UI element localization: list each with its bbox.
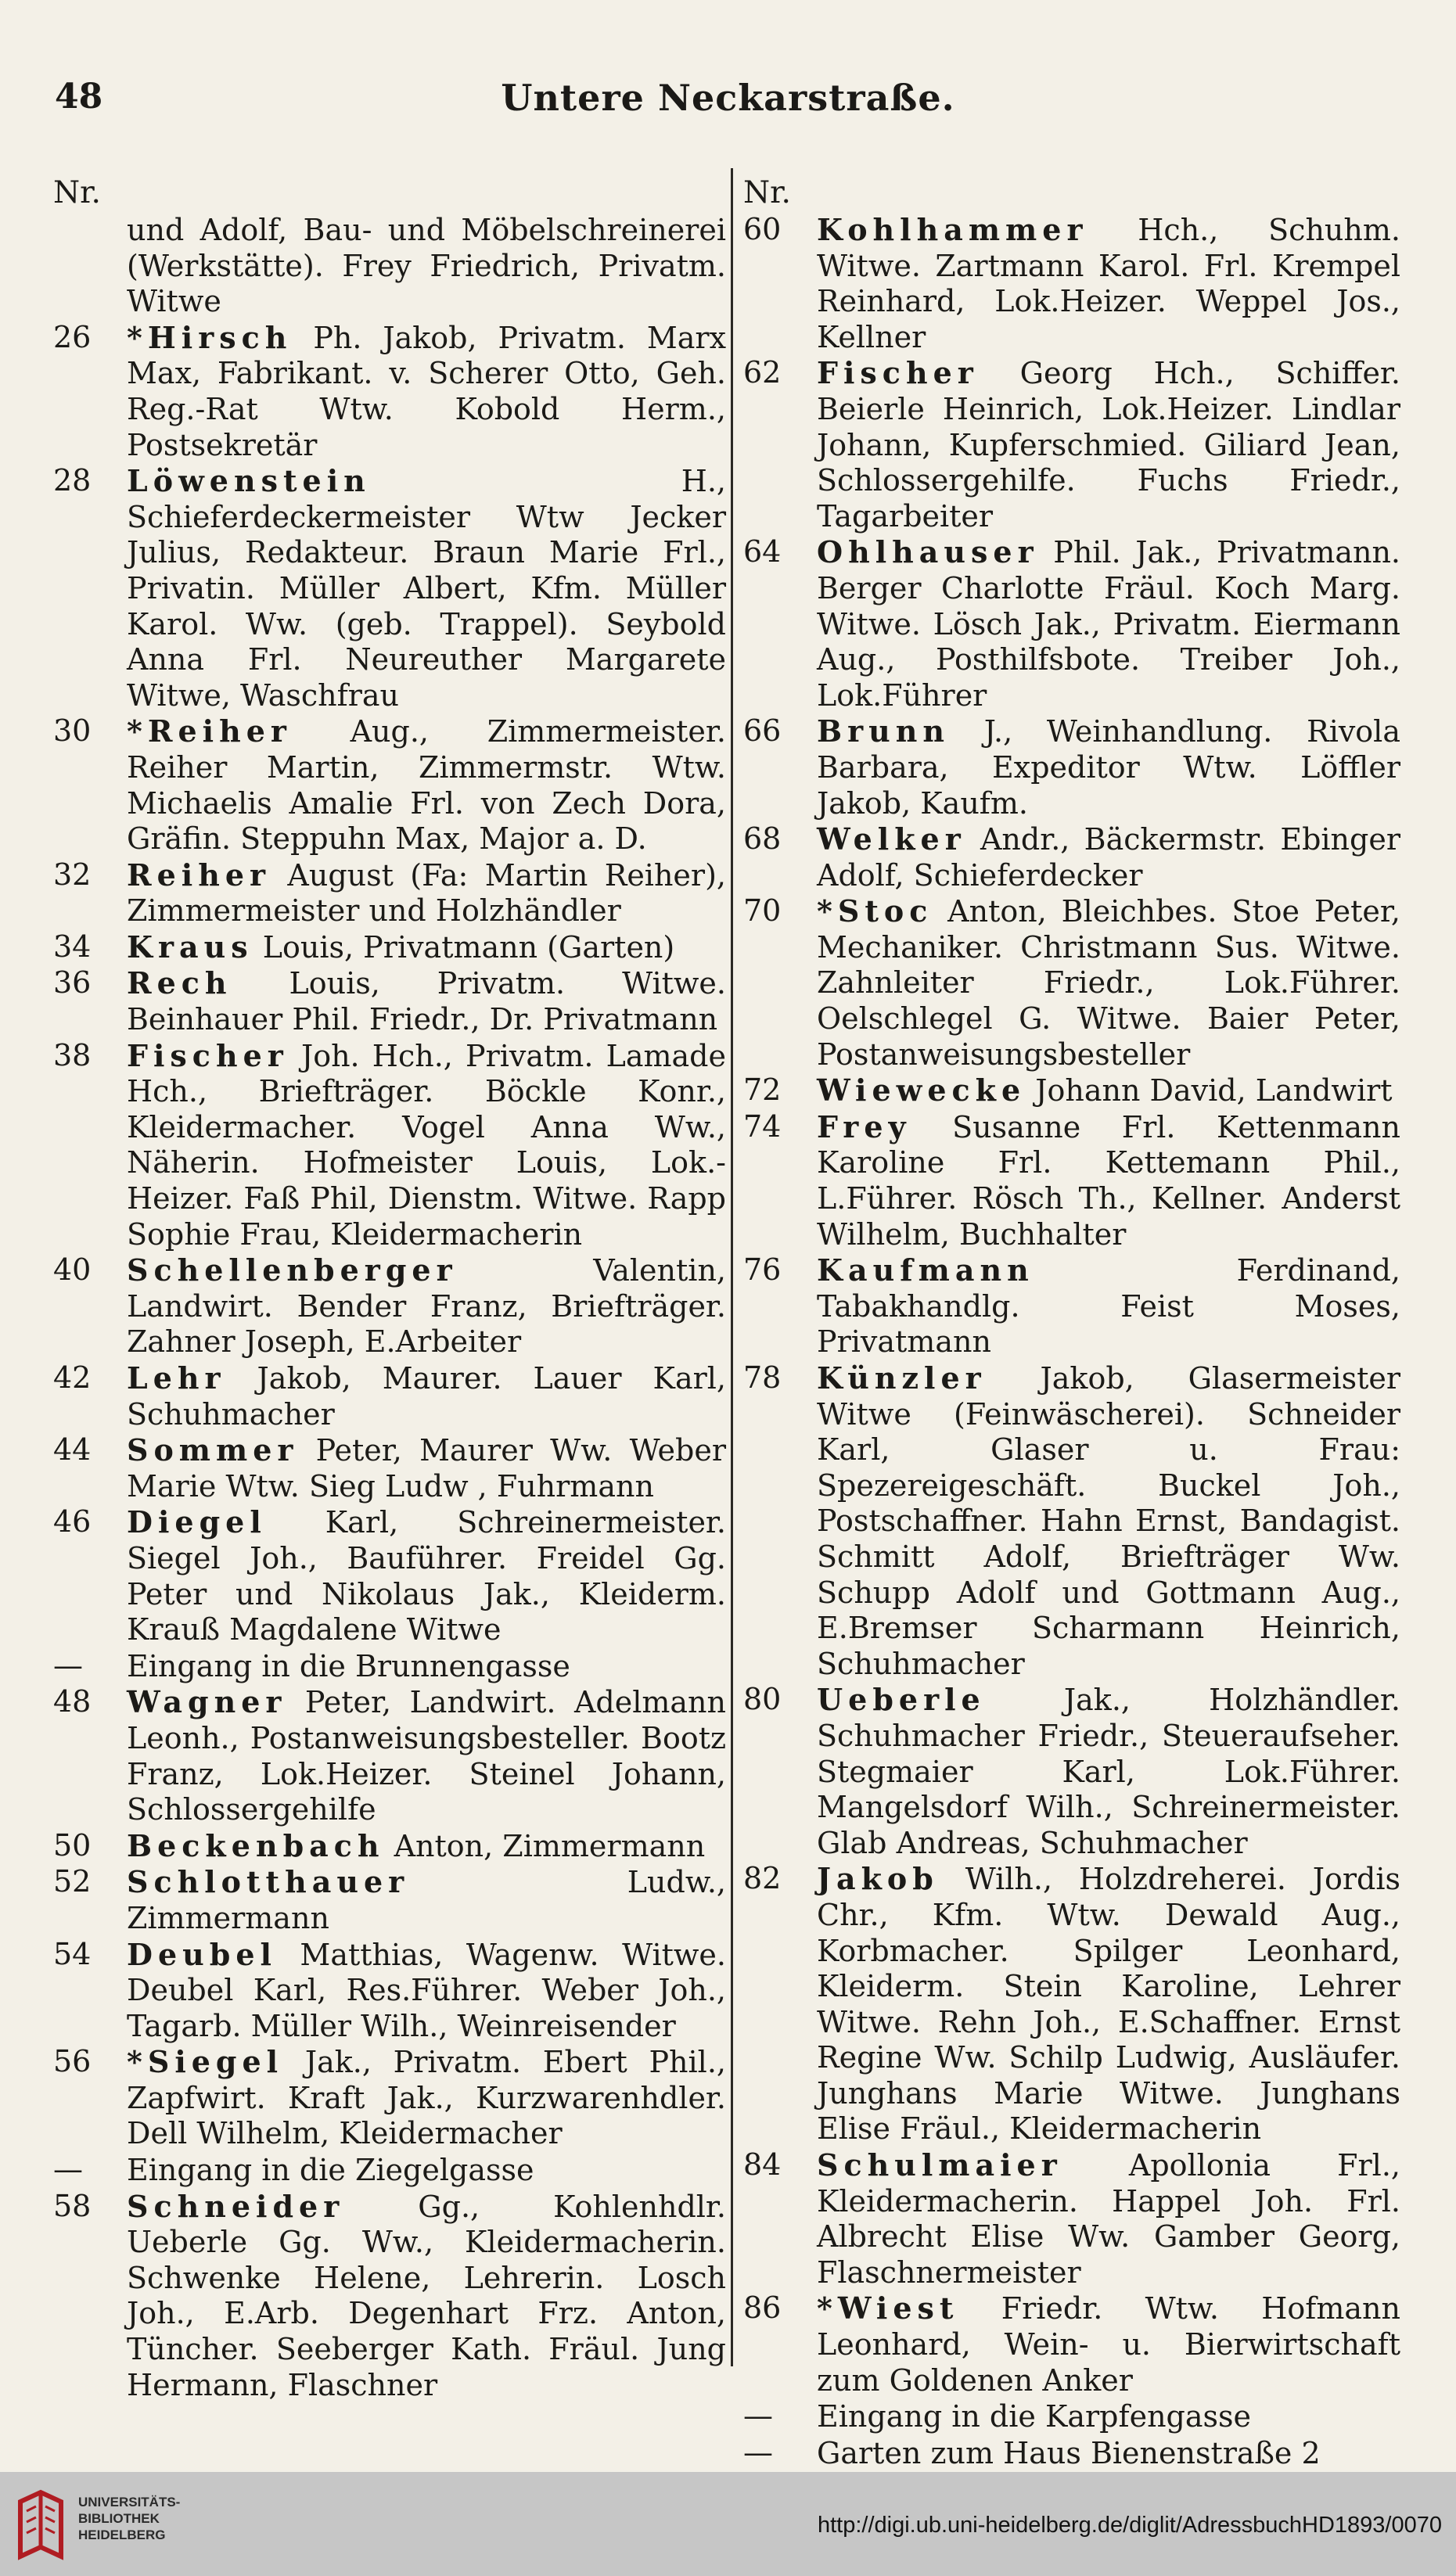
address-entry — [53, 965, 726, 1037]
house-owner: Welker — [817, 821, 966, 857]
house-owner: Deubel — [127, 1936, 277, 1972]
address-entry — [53, 1828, 726, 1865]
entry-list — [743, 212, 1400, 2508]
address-entry — [53, 2189, 726, 2404]
house-owner: Wagner — [127, 1684, 287, 1720]
house-owner: Jakob — [817, 1861, 939, 1897]
entry-list — [53, 212, 726, 2403]
resident-text: Susanne Frl. Kettenmann Karoline Frl. Kettemann Phil., L.Führer. Rösch Th., Kellner. Anderst Wilhelm, Buchhalter — [817, 1109, 1400, 1252]
house-number: — — [53, 2152, 83, 2187]
resident-text: Jak., Holzhändler. Schuhmacher Friedr., Steueraufseher. Stegmaier Karl, Lok.Führer. Mangelsdorf Wilh., Schreinermeister. Glab Andreas, Schuhmacher — [817, 1683, 1400, 1860]
address-entry — [743, 821, 1400, 893]
resident-text: Johann David, Landwirt — [1026, 1073, 1393, 1108]
page-title: Untere Neckarstraße. — [501, 77, 955, 119]
house-owner: Kraus — [127, 929, 253, 965]
house-number: 40 — [53, 1252, 92, 1288]
resident-text: Hch., Schuhm. Witwe. Zartmann Karol. Frl. Krempel Reinhard, Lok.Heizer. Weppel Jos., Kellner — [817, 213, 1400, 354]
resident-text: J., Weinhandlung. Rivola Barbara, Expeditor Wtw. Löffler Jakob, Kaufm. — [817, 714, 1400, 821]
address-entry — [53, 2044, 726, 2152]
house-number: 34 — [53, 929, 92, 964]
house-owner: *Hirsch — [127, 319, 293, 355]
house-owner: Lehr — [127, 1360, 226, 1396]
resident-text: Gg., Kohlenhdlr. Ueberle Gg. Ww., Kleidermacherin. Schwenke Helene, Lehrerin. Losch Joh., E.Arb. Degenhart Frz. Anton, Tüncher. Seeberger Kath. Fräul. Jung Hermann, Flaschner — [127, 2189, 726, 2402]
resident-text: Joh. Hch., Privatm. Lamade Hch., Briefträger. Böckle Konr., Kleidermacher. Vogel Anna Ww., Näherin. Hofmeister Louis, Lok.-Heizer. Faß Phil, Dienstm. Witwe. Rapp Sophie Frau, Kleidermacherin — [127, 1038, 726, 1252]
address-entry — [53, 1252, 726, 1360]
house-number: 80 — [743, 1682, 782, 1717]
address-entry — [743, 713, 1400, 821]
house-owner: Schlotthauer — [127, 1864, 410, 1900]
resident-text: Jakob, Glasermeister Witwe (Feinwäscherei). Schneider Karl, Glaser u. Frau: Spezereigeschäft. Buckel Joh., Postschaffner. Hahn Ernst, Bandagist. Schmitt Adolf, Briefträger Ww. Schupp Adolf und Gottmann Aug., E.Bremser Scharmann Heinrich, Schuhmacher — [817, 1361, 1400, 1681]
address-entry — [53, 1432, 726, 1504]
house-owner: Reiher — [127, 857, 271, 893]
house-owner: *Siegel — [127, 2044, 284, 2080]
house-number: 60 — [743, 212, 782, 246]
right-column — [743, 174, 1400, 2508]
address-entry — [743, 2398, 1400, 2435]
left-column — [53, 174, 726, 2403]
house-owner: Ueberle — [817, 1682, 986, 1718]
resident-text: Matthias, Wagenw. Witwe. Deubel Karl, Res.Führer. Weber Joh., Tagarb. Müller Wilh., Weinreisender — [127, 1937, 726, 2043]
house-number: 66 — [743, 713, 782, 749]
house-number: 74 — [743, 1108, 782, 1144]
resident-text: Ludw., Zimmermann — [127, 1865, 726, 1935]
address-entry — [743, 2435, 1400, 2472]
library-name-line: UNIVERSITÄTS- — [78, 2495, 181, 2510]
address-entry — [743, 1360, 1400, 1682]
resident-text: Louis, Privatmann (Garten) — [253, 929, 675, 965]
house-number: 36 — [53, 965, 92, 1001]
house-number: 72 — [743, 1072, 782, 1108]
house-owner: Ohlhauser — [817, 534, 1039, 570]
resident-text: Valentin, Landwirt. Bender Franz, Briefträger. Zahner Joseph, E.Arbeiter — [127, 1253, 726, 1360]
resident-text: Eingang in die Ziegelgasse — [127, 2153, 534, 2188]
house-number: 42 — [53, 1360, 92, 1395]
address-entry — [53, 1684, 726, 1827]
house-owner: Schneider — [127, 2188, 345, 2224]
resident-text: Phil. Jak., Privatmann. Berger Charlotte Fräul. Koch Marg. Witwe. Lösch Jak., Privatm. Eiermann Aug., Posthilfsbote. Treiber Joh., Lok.Führer — [817, 535, 1400, 713]
library-name-line: BIBLIOTHEK — [78, 2511, 160, 2526]
house-owner: Kohlhammer — [817, 212, 1088, 247]
house-number: — — [743, 2398, 773, 2434]
column-header: Nr. — [743, 175, 791, 210]
house-owner: *Stoc — [817, 893, 933, 929]
address-entry — [53, 320, 726, 463]
house-number: 44 — [53, 1432, 92, 1468]
address-entry — [743, 1109, 1400, 1252]
house-number: 70 — [743, 893, 782, 929]
house-number: 68 — [743, 821, 782, 857]
address-entry — [53, 1864, 726, 1936]
column-header: Nr. — [53, 175, 101, 210]
resident-text: Garten zum Haus Bienenstraße 2 — [817, 2435, 1321, 2470]
address-entry — [53, 713, 726, 857]
house-number: — — [53, 1647, 83, 1683]
resident-text: H., Schieferdeckermeister Wtw Jecker Julius, Redakteur. Braun Marie Frl., Privatin. Müller Albert, Kfm. Müller Karol. Ww. (geb. Trappel). Seybold Anna Frl. Neureuther Margarete Witwe, Waschfrau — [127, 464, 726, 713]
resident-text: Karl, Schreinermeister. Siegel Joh., Bauführer. Freidel Gg. Peter und Nikolaus Jak., Kleiderm. Krauß Magdalene Witwe — [127, 1505, 726, 1647]
house-owner: Fischer — [817, 355, 979, 391]
house-owner: Wiewecke — [817, 1072, 1026, 1108]
address-entry — [743, 534, 1400, 713]
resident-text: Jakob, Maurer. Lauer Karl, Schuhmacher — [127, 1361, 726, 1432]
resident-text: Jak., Privatm. Ebert Phil., Zapfwirt. Kraft Jak., Kurzwarenhdler. Dell Wilhelm, Kleidermacher — [127, 2045, 726, 2151]
house-number: — — [743, 2434, 773, 2470]
house-owner: Schellenberger — [127, 1252, 458, 1288]
house-owner: Löwenstein — [127, 463, 371, 499]
address-entry — [743, 893, 1400, 1072]
resident-text: Peter, Landwirt. Adelmann Leonh., Postanweisungsbesteller. Bootz Franz, Lok.Heizer. Steinel Johann, Schlossergehilfe — [127, 1685, 726, 1827]
house-owner: Fischer — [127, 1037, 289, 1073]
resident-text: Ferdinand, Tabakhandlg. Feist Moses, Privatmann — [817, 1253, 1400, 1360]
address-entry — [743, 1861, 1400, 2147]
house-number: 52 — [53, 1864, 92, 1899]
resident-text: und Adolf, Bau- und Möbelschreinerei (Werkstätte). Frey Friedrich, Privatm. Witwe — [127, 213, 726, 319]
library-book-logo-icon — [16, 2486, 66, 2561]
house-number: 86 — [743, 2290, 782, 2326]
address-entry — [53, 857, 726, 929]
house-owner: Künzler — [817, 1360, 987, 1396]
house-owner: Frey — [817, 1108, 911, 1144]
address-entry — [743, 1072, 1400, 1109]
house-number: 58 — [53, 2188, 92, 2223]
address-entry — [53, 2152, 726, 2189]
house-owner: Rech — [127, 965, 232, 1001]
resident-text: Anton, Zimmermann — [384, 1828, 706, 1863]
address-entry — [743, 1682, 1400, 1861]
resident-text: Apollonia Frl., Kleidermacherin. Happel Joh. Frl. Albrecht Elise Ww. Gamber Georg, Flaschnermeister — [817, 2148, 1400, 2290]
library-footer — [0, 2472, 1456, 2576]
house-number: 64 — [743, 534, 782, 569]
address-entry — [53, 1360, 726, 1432]
house-number: 50 — [53, 1827, 92, 1863]
resident-text: Aug., Zimmermeister. Reiher Martin, Zimmermstr. Wtw. Michaelis Amalie Frl. von Zech Dora, Gräfin. Steppuhn Max, Major a. D. — [127, 714, 726, 857]
resident-text: Friedr. Wtw. Hofmann Leonhard, Wein- u. Bierwirtschaft zum Goldenen Anker — [817, 2291, 1400, 2398]
house-number: 78 — [743, 1360, 782, 1395]
house-number: 82 — [743, 1861, 782, 1896]
resident-text: Eingang in die Brunnengasse — [127, 1648, 570, 1683]
library-name-line: HEIDELBERG — [78, 2527, 166, 2542]
resident-text: Peter, Maurer Ww. Weber Marie Wtw. Sieg Ludw , Fuhrmann — [127, 1433, 726, 1504]
house-number: 26 — [53, 319, 92, 354]
resident-text: Anton, Bleichbes. Stoe Peter, Mechaniker. Christmann Sus. Witwe. Zahnleiter Friedr., Lok.Führer. Oelschlegel G. Witwe. Baier Peter, Postanweisungsbesteller — [817, 894, 1400, 1072]
address-entry — [53, 1648, 726, 1685]
house-owner: Schulmaier — [817, 2147, 1062, 2183]
address-entry — [53, 1937, 726, 2045]
house-number: 48 — [53, 1684, 92, 1719]
library-name — [78, 2494, 180, 2543]
resident-text: Louis, Privatm. Witwe. Beinhauer Phil. Friedr., Dr. Privatmann — [127, 966, 726, 1037]
resident-text: Eingang in die Karpfengasse — [817, 2399, 1252, 2434]
house-owner: Beckenbach — [127, 1827, 385, 1863]
resident-text: August (Fa: Martin Reiher), Zimmermeister und Holzhändler — [127, 857, 726, 929]
resident-text: Andr., Bäckermstr. Ebinger Adolf, Schieferdecker — [817, 822, 1400, 893]
address-entry — [53, 1504, 726, 1647]
column-divider — [731, 168, 733, 2366]
address-entry — [53, 212, 726, 320]
address-entry — [743, 2147, 1400, 2290]
address-entry — [743, 355, 1400, 534]
house-owner: Kaufmann — [817, 1252, 1034, 1288]
resident-text: Georg Hch., Schiffer. Beierle Heinrich, Lok.Heizer. Lindlar Johann, Kupferschmied. Giliard Jean, Schlossergehilfe. Fuchs Friedr., Tagarbeiter — [817, 356, 1400, 534]
house-number: 30 — [53, 713, 92, 749]
house-number: 54 — [53, 1936, 92, 1971]
house-number: 76 — [743, 1252, 782, 1288]
house-owner: Brunn — [817, 713, 951, 749]
source-url-link[interactable]: http://digi.ub.uni-heidelberg.de/diglit/AdressbuchHD1893/0070 — [817, 2513, 1442, 2538]
house-number: 46 — [53, 1504, 92, 1539]
house-number: 38 — [53, 1037, 92, 1072]
address-entry — [53, 929, 726, 966]
page-number: 48 — [55, 77, 103, 117]
resident-text: Wilh., Holzdreherei. Jordis Chr., Kfm. Wtw. Dewald Aug., Korbmacher. Spilger Leonhard, Kleiderm. Stein Karoline, Lehrer Witwe. Rehn Joh., E.Schaffner. Ernst Regine Ww. Schilp Ludwig, Ausläufer. Junghans Marie Witwe. Junghans Elise Fräul., Kleidermacherin — [817, 1862, 1400, 2147]
house-number: 56 — [53, 2044, 92, 2079]
house-owner: *Wiest — [817, 2290, 959, 2326]
address-entry — [53, 463, 726, 713]
house-owner: Diegel — [127, 1504, 267, 1540]
house-number: 84 — [743, 2147, 782, 2183]
house-number: 62 — [743, 355, 782, 390]
address-entry — [743, 2290, 1400, 2398]
address-entry — [53, 1038, 726, 1253]
house-owner: *Reiher — [127, 713, 292, 749]
house-number: 32 — [53, 857, 92, 892]
resident-text: Ph. Jakob, Privatm. Marx Max, Fabrikant. v. Scherer Otto, Geh. Reg.-Rat Wtw. Kobold Herm., Postsekretär — [127, 320, 726, 462]
house-number: 28 — [53, 463, 92, 498]
address-entry — [743, 1252, 1400, 1360]
house-owner: Sommer — [127, 1432, 299, 1468]
address-entry — [743, 212, 1400, 355]
